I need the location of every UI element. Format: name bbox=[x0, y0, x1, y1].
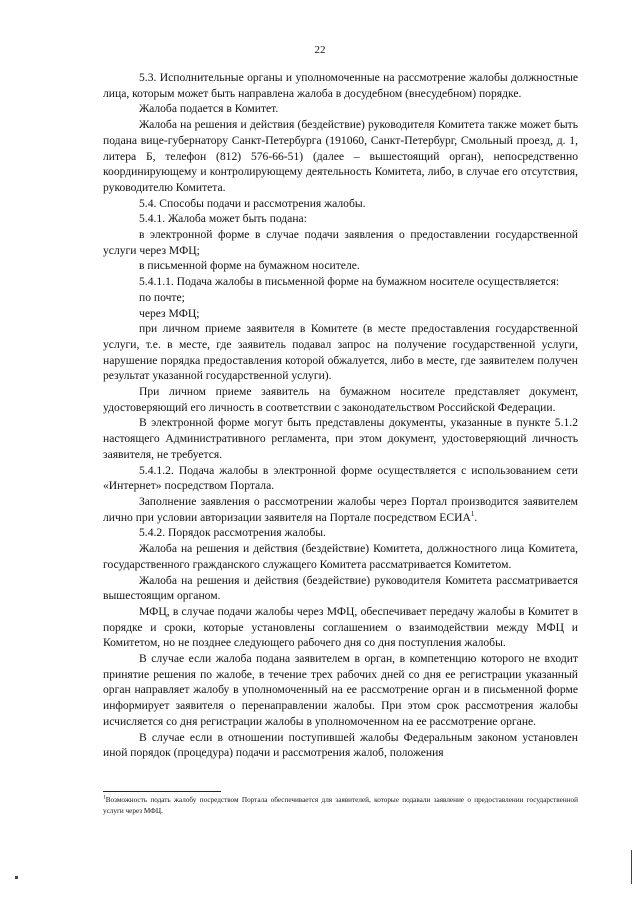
list-item: по почте; bbox=[139, 290, 185, 304]
footnote bbox=[103, 795, 578, 817]
footnote-divider bbox=[103, 791, 221, 792]
paragraph: Жалоба на решения и действия (бездействие) руководителя Комитета также может быть подана вице-губернатору Санкт-Петербурга (191060, Санкт-Петербург, Смольный проезд, д. 1, литера Б, телефон (812) 576-66-51) (далее – вышестоящий орган), непосредственно координирующему и контролирующему деятельность Комитета, либо, в случае его отсутствия, руководителю Комитета. bbox=[103, 118, 578, 194]
paragraph: Жалоба на решения и действия (бездействие) руководителя Комитета рассматривается вышестоящим органом. bbox=[103, 573, 578, 603]
paragraph-5-4-2: 5.4.2. Порядок рассмотрения жалобы. bbox=[139, 526, 326, 540]
page-number: 22 bbox=[314, 44, 326, 56]
paragraph-5-3: 5.3. Исполнительные органы и уполномоченные на рассмотрение жалобы должностные лица, которым может быть направлена жалоба в досудебном (внесудебном) порядке. bbox=[103, 71, 578, 100]
paragraph-5-4-1: 5.4.1. Жалоба может быть подана: bbox=[139, 212, 307, 226]
document-body bbox=[103, 70, 578, 761]
footnote-marker: 1 bbox=[103, 794, 106, 801]
scan-artifact bbox=[15, 876, 18, 879]
paragraph: В случае если жалоба подана заявителем в орган, в компетенцию которого не входит принятие решения по жалобе, в течение трех рабочих дней со дня ее регистрации указанный орган направляет жалобу в уполномоченный на ее рассмотрение орган и в письменной форме информирует заявителя о перенаправлении жалобы. При этом срок рассмотрения жалобы исчисляется со дня регистрации жалобы в уполномоченном на ее рассмотрение органе. bbox=[103, 652, 578, 728]
paragraph-5-4: 5.4. Способы подачи и рассмотрения жалобы. bbox=[139, 196, 366, 210]
esia-suffix: . bbox=[474, 510, 478, 524]
paragraph-5-4-1-1: 5.4.1.1. Подача жалобы в письменной форме на бумажном носителе осуществляется: bbox=[139, 275, 560, 289]
footnote-text: Возможность подать жалобу посредством Портала обеспечивается для заявителей, которые подавали заявление о предоставлении государственной услуги через МФЦ. bbox=[103, 796, 578, 815]
esia-text: Заполнение заявления о рассмотрении жалобы через Портал производится заявителем лично при условии авторизации заявителя на Портале посредством ЕСИА bbox=[103, 494, 578, 524]
paragraph: При личном приеме заявитель на бумажном носителе представляет документ, удостоверяющий его личность в соответствии с законодательством Российской Федерации. bbox=[103, 385, 578, 414]
list-item: через МФЦ; bbox=[139, 306, 200, 320]
paragraph: МФЦ, в случае подачи жалобы через МФЦ, обеспечивает передачу жалобы в Комитет в порядке и сроки, которые установлены соглашением о взаимодействии между МФЦ и Комитетом, но не позднее следующего рабочего дня со дня поступления жалобы. bbox=[103, 604, 578, 650]
paragraph: В электронной форме могут быть представлены документы, указанные в пункте 5.1.2 настоящего Административного регламента, при этом документ, удостоверяющий личность заявителя, не требуется. bbox=[103, 416, 578, 461]
paragraph-esia bbox=[103, 494, 578, 525]
paragraph-5-4-1-2: 5.4.1.2. Подача жалобы в электронной форме осуществляется с использованием сети «Интернет» посредством Портала. bbox=[103, 463, 578, 493]
scan-artifact bbox=[631, 850, 632, 884]
paragraph: Жалоба подается в Комитет. bbox=[139, 102, 279, 116]
list-item: в письменной форме на бумажном носителе. bbox=[139, 259, 360, 273]
paragraph: В случае если в отношении поступившей жалобы Федеральным законом установлен иной порядок (процедура) подачи и рассмотрения жалоб, положения bbox=[103, 730, 578, 760]
list-item: в электронной форме в случае подачи заявления о предоставлении государственной услуги через МФЦ; bbox=[103, 228, 578, 257]
list-item: при личном приеме заявителя в Комитете (в месте предоставления государственной услуги, т.е. в месте, где заявитель подавал запрос на получение государственной услуги, нарушение порядка предоставления которой обжалуется, либо в месте, где заявителем получен результат указанной государственной услуги). bbox=[103, 322, 578, 383]
footnote-ref: 1 bbox=[470, 509, 475, 518]
paragraph: Жалоба на решения и действия (бездействие) Комитета, должностного лица Комитета, государственного гражданского служащего Комитета рассматривается Комитетом. bbox=[103, 542, 578, 571]
